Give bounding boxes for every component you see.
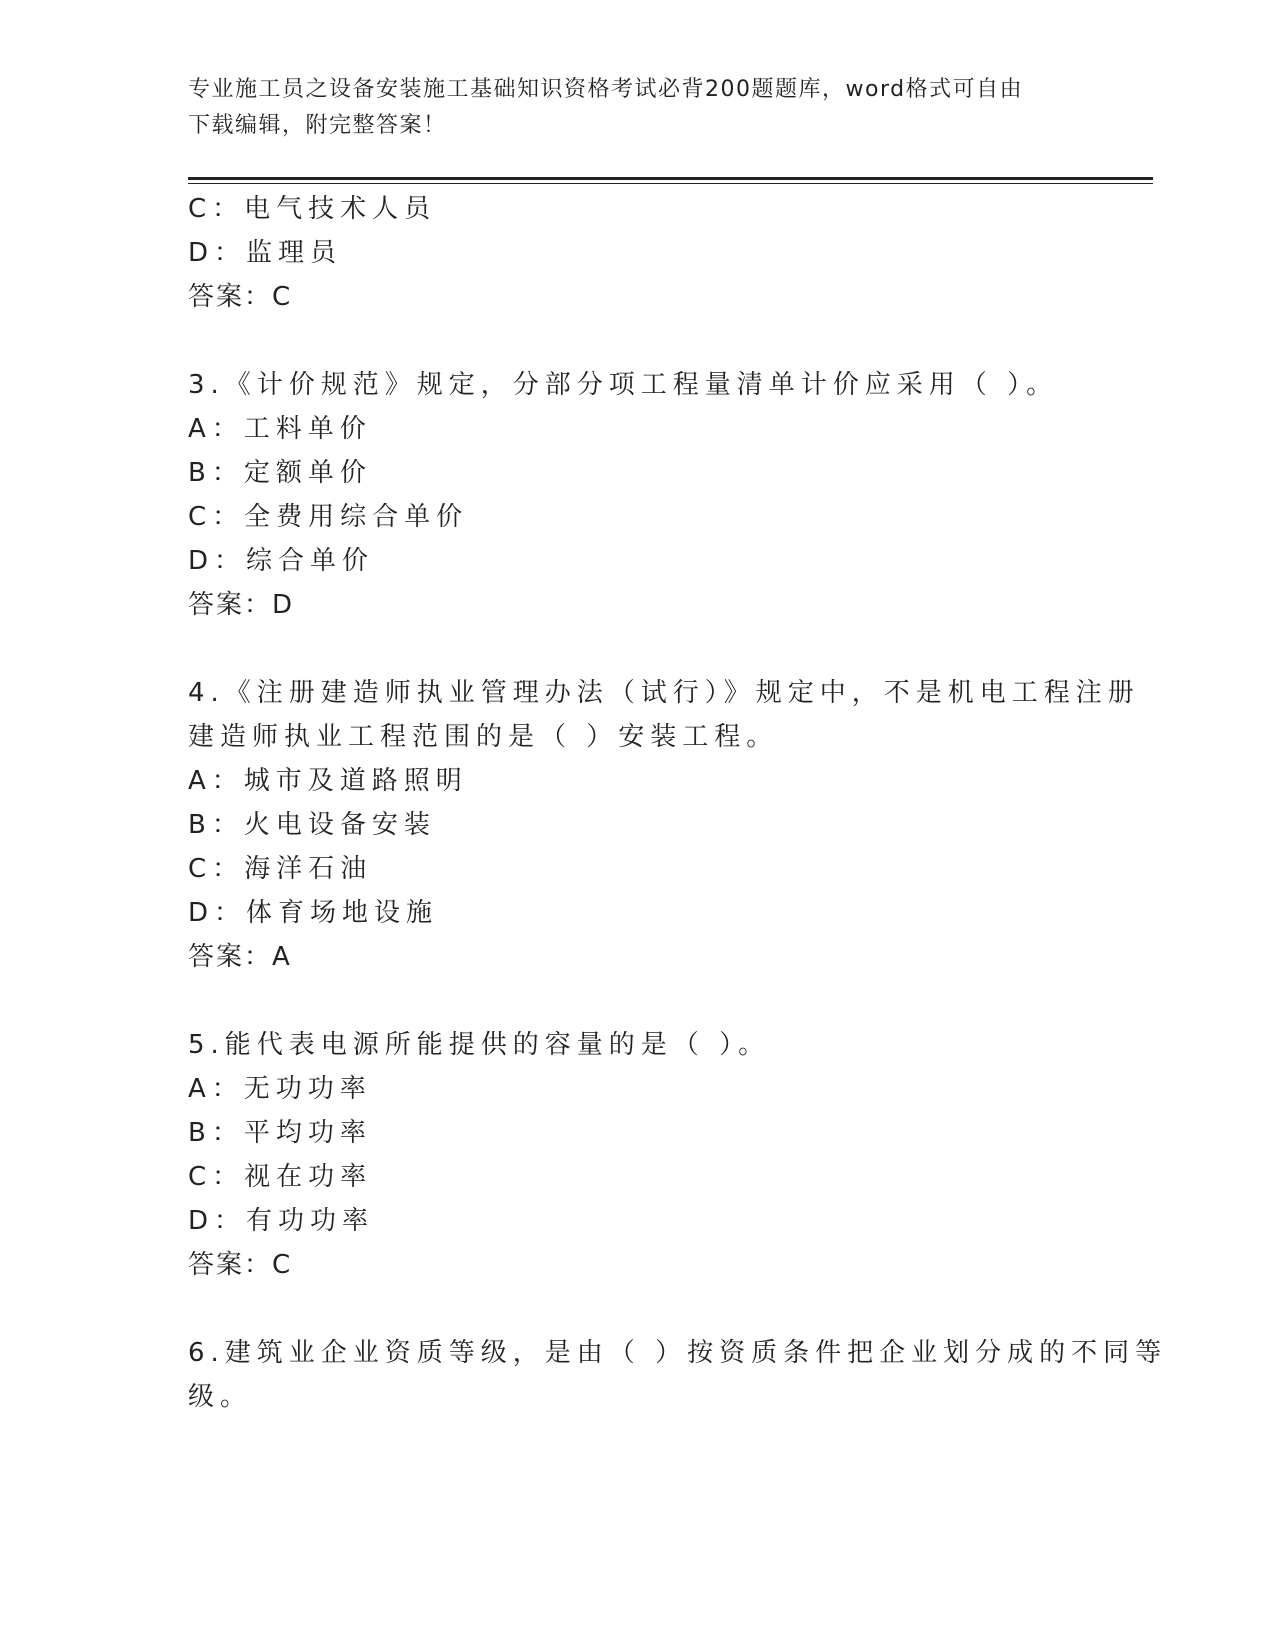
q5-stem: 5.能代表电源所能提供的容量的是（ ）。: [188, 1030, 771, 1060]
header-line-2: 下载编辑，附完整答案！: [188, 113, 447, 138]
document-header: [188, 72, 1068, 144]
q2-answer: 答案：C: [188, 282, 293, 312]
q3-option-c: C：全费用综合单价: [188, 502, 469, 532]
q6-stem-line-2: 级。: [188, 1382, 253, 1412]
q4-stem-line-2: 建造师执业工程范围的是（ ）安装工程。: [188, 722, 779, 752]
q4-option-a: A：城市及道路照明: [188, 766, 468, 796]
q4-option-c: C：海洋石油: [188, 854, 373, 884]
q5-answer: 答案：C: [188, 1250, 293, 1280]
q2-option-c: C：电气技术人员: [188, 194, 437, 224]
q5-option-c: C：视在功率: [188, 1162, 373, 1192]
q3-option-a: A：工料单价: [188, 414, 372, 444]
header-divider-thin: [188, 183, 1153, 184]
q3-stem: 3.《计价规范》规定，分部分项工程量清单计价应采用（ ）。: [188, 370, 1059, 400]
header-line-1: 专业施工员之设备安装施工基础知识资格考试必背200题题库，word格式可自由: [188, 77, 1024, 102]
q4-stem-line-1: 4.《注册建造师执业管理办法（试行）》规定中，不是机电工程注册: [188, 678, 1140, 708]
q3-option-b: B：定额单价: [188, 458, 372, 488]
q3-option-d: D：综合单价: [188, 546, 375, 576]
q4-option-b: B：火电设备安装: [188, 810, 436, 840]
q5-option-a: A：无功功率: [188, 1074, 372, 1104]
q3-answer: 答案：D: [188, 590, 295, 620]
q4-option-d: D：体育场地设施: [188, 898, 439, 928]
q5-option-d: D：有功功率: [188, 1206, 375, 1236]
header-divider-thick: [188, 177, 1153, 180]
q2-option-d: D：监理员: [188, 238, 343, 268]
q6-stem-line-1: 6.建筑业企业资质等级，是由（ ）按资质条件把企业划分成的不同等: [188, 1338, 1168, 1368]
q4-answer: 答案：A: [188, 942, 292, 972]
q5-option-b: B：平均功率: [188, 1118, 372, 1148]
